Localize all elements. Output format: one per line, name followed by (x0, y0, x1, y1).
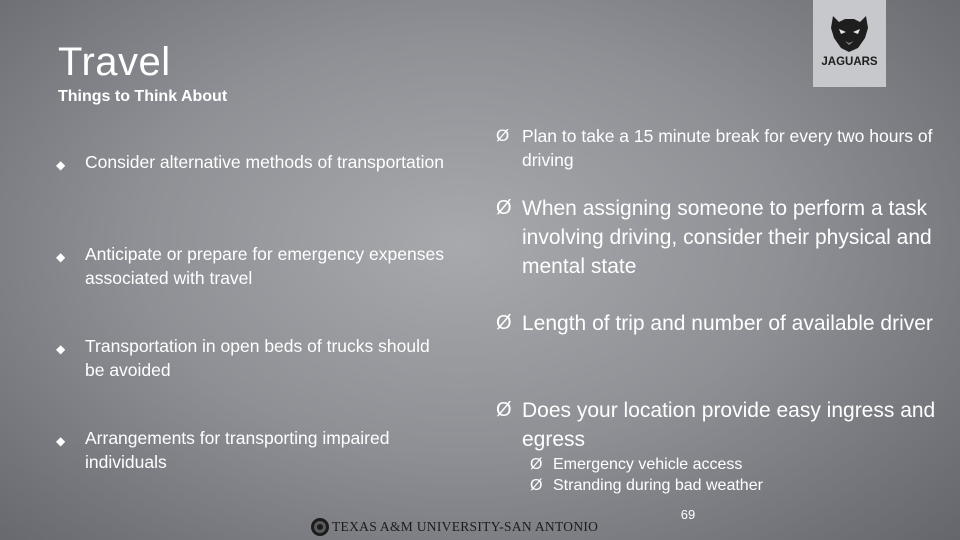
footer-text: TEXAS A&M UNIVERSITY-SAN ANTONIO (332, 519, 599, 534)
diamond-bullet-icon: ◆ (56, 158, 66, 172)
arrow-bullet-icon: Ø (496, 312, 512, 334)
bullet-text: Arrangements for transporting impaired individuals (85, 428, 390, 472)
right-bullet-item (496, 194, 956, 281)
right-bullet-item (496, 309, 956, 338)
bullet-text: When assigning someone to perform a task involving driving, consider their physical and mental state (522, 197, 932, 278)
sub-bullet-item (530, 475, 763, 496)
bullet-text: Anticipate or prepare for emergency expenses associated with travel (85, 244, 444, 288)
diamond-bullet-icon: ◆ (56, 342, 66, 356)
left-bullet-item (56, 242, 446, 290)
bullet-text: Consider alternative methods of transportation (85, 152, 444, 172)
slide-subtitle: Things to Think About (58, 88, 228, 105)
sub-bullet-text: Stranding during bad weather (553, 477, 763, 494)
sub-bullet-text: Emergency vehicle access (553, 456, 743, 473)
arrow-bullet-icon: Ø (496, 126, 510, 145)
bullet-text: Does your location provide easy ingress and egress (522, 399, 936, 451)
bullet-text: Transportation in open beds of trucks should be avoided (85, 336, 430, 380)
sub-bullet-item (530, 454, 742, 475)
page-number: 69 (680, 507, 696, 522)
left-bullet-item (56, 334, 446, 382)
diamond-bullet-icon: ◆ (56, 250, 66, 264)
arrow-bullet-icon: Ø (496, 197, 512, 219)
right-bullet-item (496, 124, 956, 172)
bullet-text: Plan to take a 15 minute break for every two hours of driving (522, 126, 933, 170)
jaguars-logo (813, 0, 886, 87)
arrow-bullet-icon: Ø (496, 399, 512, 421)
left-bullet-item (56, 426, 446, 474)
diamond-bullet-icon: ◆ (56, 434, 66, 448)
jaguar-head-icon (825, 10, 874, 56)
left-bullet-item (56, 150, 446, 174)
arrow-bullet-icon: Ø (530, 477, 543, 494)
slide-title: Travel (58, 40, 171, 84)
logo-text: JAGUARS (821, 56, 878, 68)
arrow-bullet-icon: Ø (530, 456, 543, 473)
right-bullet-item (496, 396, 956, 454)
university-seal-icon (310, 517, 330, 537)
bullet-text: Length of trip and number of available driver (522, 312, 933, 335)
